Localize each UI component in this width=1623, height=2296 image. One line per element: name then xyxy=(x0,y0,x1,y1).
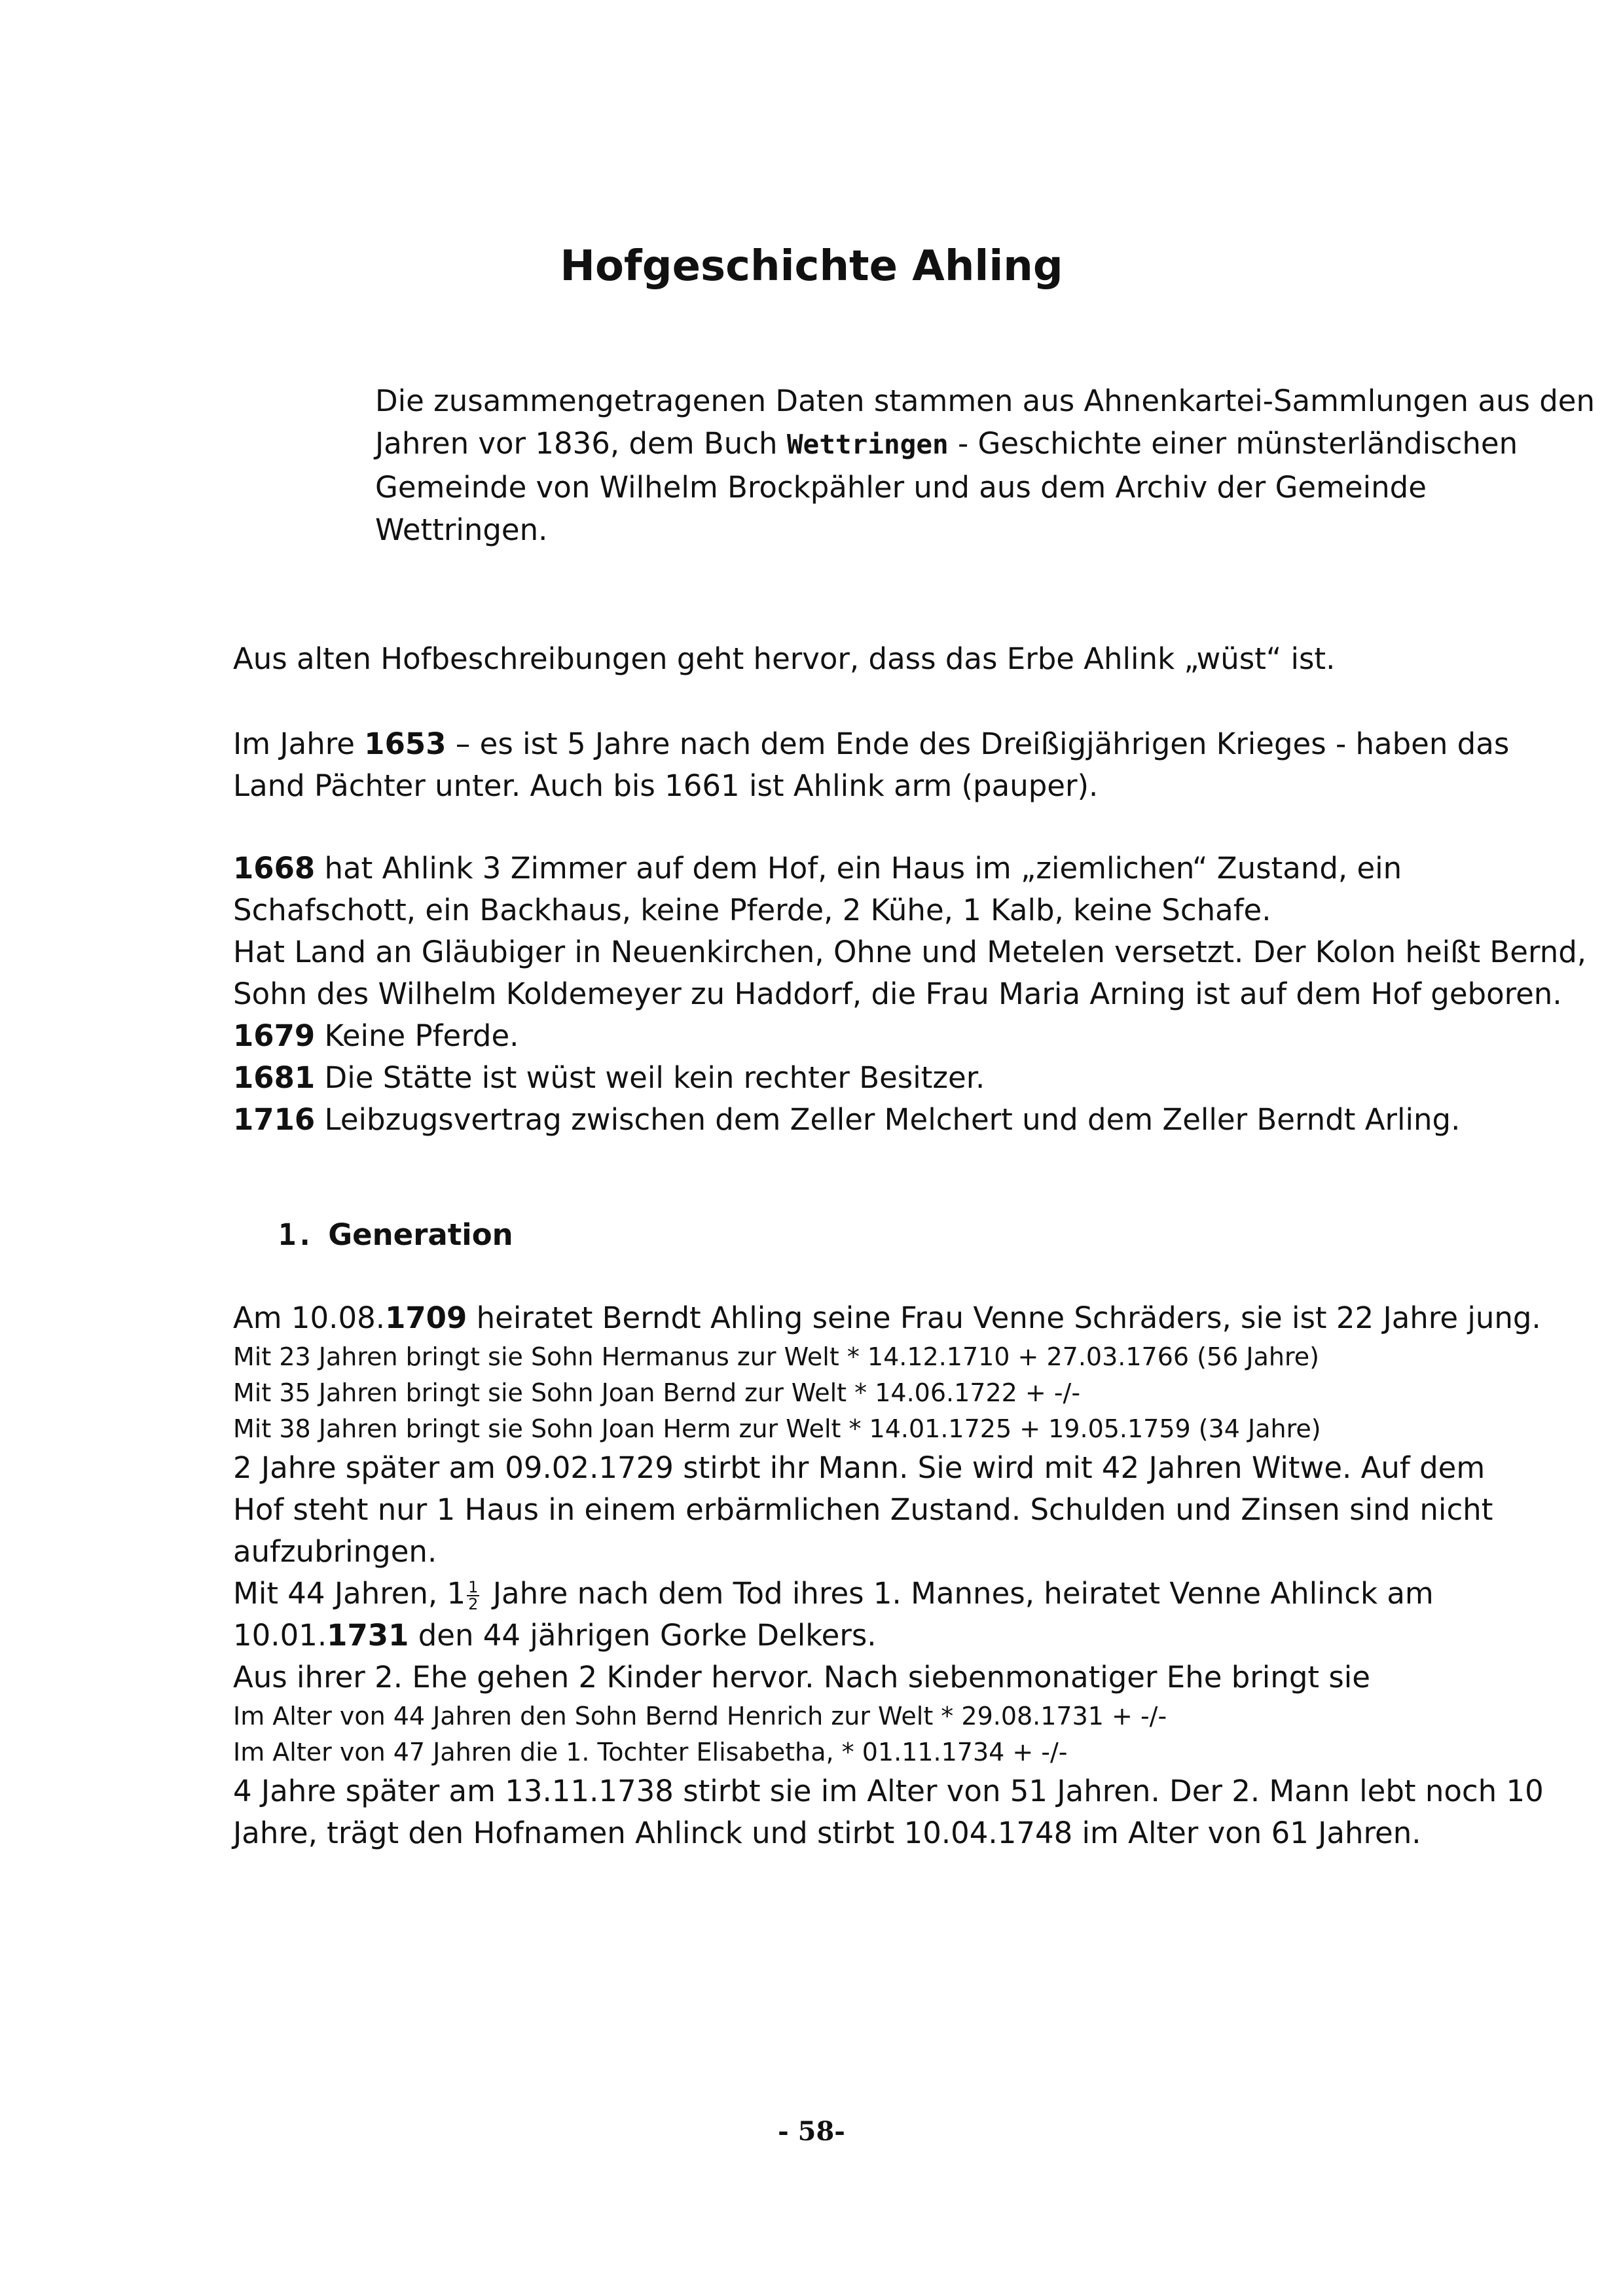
page-number: - 58- xyxy=(778,2116,845,2147)
intro-line: Die zusammengetragenen Daten stammen aus Ahnenkartei-Sammlungen aus den xyxy=(375,384,1595,418)
text-line: Land Pächter unter. Auch bis 1661 ist Ahlink arm (pauper). xyxy=(233,768,1099,803)
text-line: Am 10.08.1709 heiratet Berndt Ahling seine Frau Venne Schräders, sie ist 22 Jahre jung. xyxy=(233,1300,1541,1335)
page-title: Hofgeschichte Ahling xyxy=(560,242,1063,291)
text-line: 2 Jahre später am 09.02.1729 stirbt ihr Mann. Sie wird mit 42 Jahren Witwe. Auf dem xyxy=(233,1450,1486,1485)
paragraph-1653 xyxy=(233,723,1542,807)
intro-paragraph xyxy=(375,380,1595,551)
year-1731: 1731 xyxy=(327,1618,409,1653)
intro-line: Wettringen. xyxy=(375,512,548,547)
text-line: Aus ihrer 2. Ehe gehen 2 Kinder hervor. Nach siebenmonatiger Ehe bringt sie xyxy=(233,1660,1370,1695)
child-entry: Mit 23 Jahren bringt sie Sohn Hermanus zur Welt * 14.12.1710 + 27.03.1766 (56 Jahre) xyxy=(233,1342,1319,1371)
child-entry: Mit 35 Jahren bringt sie Sohn Joan Bernd zur Welt * 14.06.1722 + -/- xyxy=(233,1378,1081,1407)
text-line: Aus alten Hofbeschreibungen geht hervor, dass das Erbe Ahlink „wüst“ ist. xyxy=(233,641,1336,676)
text-line: Hat Land an Gläubiger in Neuenkirchen, Ohne und Metelen versetzt. Der Kolon heißt Bernd, xyxy=(233,935,1587,969)
text-line: 4 Jahre später am 13.11.1738 stirbt sie im Alter von 51 Jahren. Der 2. Mann lebt noch 10 xyxy=(233,1774,1544,1808)
paragraph-generation-1 xyxy=(233,1297,1542,1854)
text-line: Im Jahre 1653 – es ist 5 Jahre nach dem Ende des Dreißigjährigen Krieges - haben das xyxy=(233,726,1510,761)
text-line: Schafschott, ein Backhaus, keine Pferde, 2 Kühe, 1 Kalb, keine Schafe. xyxy=(233,893,1271,927)
text-line: 1681 Die Stätte ist wüst weil kein rechter Besitzer. xyxy=(233,1060,985,1095)
generation-label: Generation xyxy=(328,1217,513,1252)
year-1653: 1653 xyxy=(364,726,447,761)
year-1709: 1709 xyxy=(385,1300,467,1335)
child-entry: Mit 38 Jahren bringt sie Sohn Joan Herm zur Welt * 14.01.1725 + 19.05.1759 (34 Jahre) xyxy=(233,1414,1321,1443)
year-1716: 1716 xyxy=(233,1102,316,1137)
year-1679: 1679 xyxy=(233,1018,316,1053)
book-title: Wettringen xyxy=(786,429,949,460)
text-line: 1679 Keine Pferde. xyxy=(233,1018,519,1053)
text-line: Jahre, trägt den Hofnamen Ahlinck und stirbt 10.04.1748 im Alter von 61 Jahren. xyxy=(233,1816,1421,1850)
text-line: Sohn des Wilhelm Koldemeyer zu Haddorf, die Frau Maria Arning ist auf dem Hof geboren. xyxy=(233,977,1562,1011)
generation-heading xyxy=(278,1217,513,1252)
text-line: 10.01.1731 den 44 jährigen Gorke Delkers. xyxy=(233,1618,877,1653)
text-line: Mit 44 Jahren, 1 $\frac{1}{2}$ Jahre nach dem Tod ihres 1. Mannes, heiratet Venne Ahlinck am xyxy=(233,1576,1434,1613)
fraction-one-half: $\frac{1}{2}$ xyxy=(468,1578,479,1613)
paragraph-1668 xyxy=(233,848,1587,1141)
intro-line: Gemeinde von Wilhelm Brockpähler und aus dem Archiv der Gemeinde xyxy=(375,470,1427,505)
intro-line: Jahren vor 1836, dem Buch Wettringen - Geschichte einer münsterländischen xyxy=(375,426,1518,461)
text-line: 1668 hat Ahlink 3 Zimmer auf dem Hof, ein Haus im „ziemlichen“ Zustand, ein xyxy=(233,851,1402,886)
year-1668: 1668 xyxy=(233,851,316,886)
generation-number: 1. xyxy=(278,1217,314,1252)
paragraph-hofbeschreibung xyxy=(233,638,1542,680)
text-line: 1716 Leibzugsvertrag zwischen dem Zeller Melchert und dem Zeller Berndt Arling. xyxy=(233,1102,1461,1137)
text-line: aufzubringen. xyxy=(233,1534,437,1569)
child-entry: Im Alter von 47 Jahren die 1. Tochter Elisabetha, * 01.11.1734 + -/- xyxy=(233,1738,1068,1767)
text-line: Hof steht nur 1 Haus in einem erbärmlichen Zustand. Schulden und Zinsen sind nicht xyxy=(233,1492,1493,1527)
year-1681: 1681 xyxy=(233,1060,316,1095)
child-entry: Im Alter von 44 Jahren den Sohn Bernd Henrich zur Welt * 29.08.1731 + -/- xyxy=(233,1702,1167,1731)
